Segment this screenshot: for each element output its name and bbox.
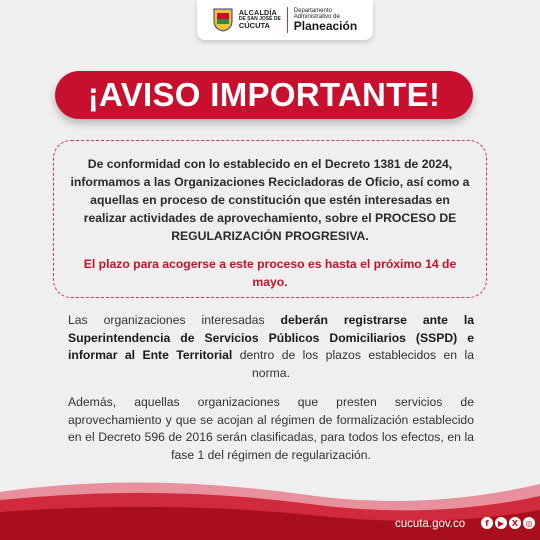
logo-divider	[287, 7, 288, 33]
header-logo	[197, 0, 373, 40]
notice-box	[53, 140, 487, 298]
dept-line3: Planeación	[293, 19, 358, 33]
notice-text	[70, 155, 470, 245]
title-banner	[55, 71, 473, 119]
alcaldia-line1: ALCALDÍA	[238, 9, 278, 17]
alcaldia-name	[239, 11, 281, 30]
facebook-icon[interactable]: f	[481, 517, 493, 529]
dept-line1: Departamento	[293, 8, 332, 14]
social-icons	[481, 517, 535, 529]
registration-text-bold: deberán registrarse ante la Superintendencia de Servicios Públicos Domiciliarios (SSPD) e informar al Ente Territorial	[68, 313, 474, 362]
alcaldia-line3: CÚCUTA	[238, 21, 270, 31]
footer-wave	[0, 478, 540, 540]
website-link[interactable]: cucuta.gov.co	[395, 518, 466, 530]
department-name	[294, 8, 357, 32]
registration-text-start: Las organizaciones interesadas	[68, 313, 281, 327]
registration-paragraph	[68, 312, 474, 382]
deadline-text: El plazo para acogerse a este proceso es hasta el próximo 14 de mayo.	[83, 257, 457, 289]
city-crest-icon	[213, 8, 233, 32]
alcaldia-line2: DE SAN JOSÉ DE	[238, 16, 281, 23]
x-icon[interactable]: X	[509, 517, 521, 529]
page-title: ¡AVISO IMPORTANTE!	[87, 76, 441, 113]
instagram-icon[interactable]: ◎	[523, 517, 535, 529]
formalization-paragraph: Además, aquellas organizaciones que presten servicios de aprovechamiento y que se acojan al régimen de formalización establecido en el Decreto 596 de 2016 serán clasificadas, para todos los efectos, en la fase 1 del régimen de regularización.	[68, 395, 474, 462]
youtube-icon[interactable]: ▶	[495, 517, 507, 529]
registration-text-end: dentro de los plazos establecidos en la norma.	[232, 348, 474, 380]
notice-text-highlight: PROCESO DE REGULARIZACIÓN PROGRESIVA.	[171, 211, 457, 243]
dept-line2: Administrativo de	[293, 14, 340, 20]
notice-text-main: De conformidad con lo establecido en el Decreto 1381 de 2024, informamos a las Organizaciones Recicladoras de Oficio, así como a aquellas en proceso de constitución que estén interesadas en realizar actividades de aprovechamiento, sobre el	[70, 157, 470, 225]
